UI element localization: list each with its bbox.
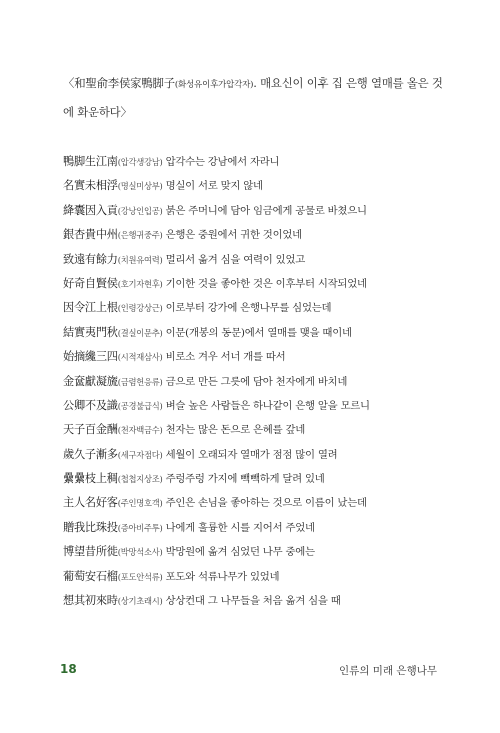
line-translation: 주렁주렁 가지에 빽빽하게 달려 있네: [162, 473, 325, 486]
poem-line: [63, 370, 453, 394]
line-reading: (은행귀중주): [117, 230, 163, 241]
line-hanja: 名實未相浮: [63, 179, 118, 193]
line-hanja: 贈我比珠投: [63, 520, 118, 534]
line-hanja: 葡萄安石榴: [63, 569, 118, 583]
poem-line: [63, 321, 453, 345]
line-hanja: 致遠有餘力: [63, 252, 118, 266]
line-translation: 비로소 겨우 서너 개를 따서: [162, 351, 286, 364]
line-reading: (천자백금수): [117, 425, 163, 436]
line-reading: (세구자점다): [117, 449, 163, 460]
line-translation: 멀리서 옮겨 심을 여력이 있었고: [162, 253, 306, 266]
line-translation: 천자는 많은 돈으로 은혜를 갚네: [162, 424, 306, 437]
heading-reading: (화성유이후가압각자): [174, 80, 254, 90]
line-translation: 박망원에 옮겨 심었던 나무 중에는: [162, 546, 315, 559]
poem-line: [63, 345, 453, 369]
poem-lines: [63, 150, 453, 613]
line-hanja: 好奇自賢侯: [63, 276, 118, 290]
line-reading: (증아비주투): [117, 522, 163, 533]
line-translation: 이로부터 강가에 은행나무를 심었는데: [162, 302, 332, 315]
poem-line: [63, 296, 453, 320]
line-hanja: 始摘纔三四: [63, 350, 118, 364]
line-reading: (호기자현후): [117, 278, 163, 289]
heading-text: . 매요신이 이후 집 은행 열매를 올은 것에 화운하다〉: [63, 76, 443, 119]
poem-line: [63, 491, 453, 515]
line-translation: 세월이 오래되자 열매가 점점 많이 열려: [162, 448, 338, 461]
line-translation: 이문(개봉의 동문)에서 열매를 맺을 때이네: [162, 326, 352, 339]
heading: [63, 70, 443, 126]
line-hanja: 主人名好客: [63, 496, 118, 510]
poem-line: [63, 394, 453, 418]
line-reading: (인령강상근): [117, 303, 163, 314]
line-reading: (금렴헌응류): [117, 376, 163, 387]
line-reading: (공경불급식): [117, 400, 163, 411]
poem-line: [63, 150, 453, 174]
poem-line: [63, 443, 453, 467]
line-translation: 주인은 손님을 좋아하는 것으로 이름이 났는데: [162, 497, 367, 510]
line-reading: (압각생강남): [117, 157, 163, 167]
line-hanja: 銀杏貴中州: [63, 228, 118, 242]
line-translation: 포도와 석류나무가 있었네: [162, 570, 280, 583]
line-hanja: 歲久子漸多: [63, 447, 118, 461]
line-translation: 기이한 것을 좋아한 것은 이후부터 시작되었네: [162, 277, 367, 290]
poem-line: [63, 174, 453, 198]
heading-hanja: 〈和聖俞李侯家鴨脚子: [63, 76, 175, 90]
line-hanja: 絳囊因入貢: [63, 203, 118, 217]
line-hanja: 纍纍枝上稠: [63, 472, 118, 486]
line-reading: (명실미상부): [117, 181, 163, 192]
line-reading: (시적재삼사): [117, 352, 163, 363]
page-number: 18: [60, 662, 77, 676]
line-reading: (박망석소사): [117, 547, 163, 558]
line-hanja: 想其初來時: [63, 594, 118, 608]
line-reading: (결실이문추): [117, 327, 163, 338]
poem-line: [63, 272, 453, 296]
line-hanja: 公卿不及識: [63, 398, 118, 412]
poem-line: [63, 467, 453, 491]
line-hanja: 博望昔所徙: [63, 545, 118, 559]
line-reading: (포도안석류): [117, 571, 163, 582]
line-translation: 상상컨대 그 나무들을 처음 옮겨 심을 때: [162, 595, 341, 608]
poem-line: [63, 565, 453, 589]
line-translation: 명실이 서로 맞지 않네: [162, 180, 263, 193]
line-reading: (첩첩지상조): [117, 474, 163, 485]
line-hanja: 鴨脚生江南: [63, 155, 118, 168]
poem-line: [63, 418, 453, 442]
page-footer: [0, 662, 500, 680]
line-hanja: 金奩獻凝旒: [63, 374, 118, 388]
poem-line: [63, 516, 453, 540]
poem-line: [63, 589, 453, 613]
poem-line: [63, 540, 453, 564]
line-translation: 붉은 주머니에 담아 임금에게 공물로 바쳤으니: [162, 204, 367, 217]
line-reading: (치원유여력): [117, 254, 163, 265]
line-translation: 금으로 만든 그릇에 담아 천자에게 바치네: [162, 375, 348, 388]
line-hanja: 天子百金酬: [63, 423, 118, 437]
poem-line: [63, 223, 453, 247]
poem-line: [63, 199, 453, 223]
line-hanja: 因令江上根: [63, 301, 118, 315]
line-reading: (강낭인입공): [117, 205, 163, 216]
line-hanja: 結實夷門秋: [63, 325, 118, 339]
running-title: 인류의 미래 은행나무: [339, 665, 437, 677]
line-translation: 나에게 훌륭한 시를 지어서 주었네: [162, 521, 315, 534]
line-translation: 은행은 중원에서 귀한 것이었네: [162, 229, 302, 242]
poem-line: [63, 248, 453, 272]
line-reading: (주인명호객): [117, 498, 163, 509]
line-reading: (상기초래시): [117, 596, 163, 607]
line-translation: 벼슬 높은 사람들은 하나같이 은행 알을 모르니: [162, 399, 370, 412]
line-translation: 압각수는 강남에서 자라니: [162, 156, 280, 168]
